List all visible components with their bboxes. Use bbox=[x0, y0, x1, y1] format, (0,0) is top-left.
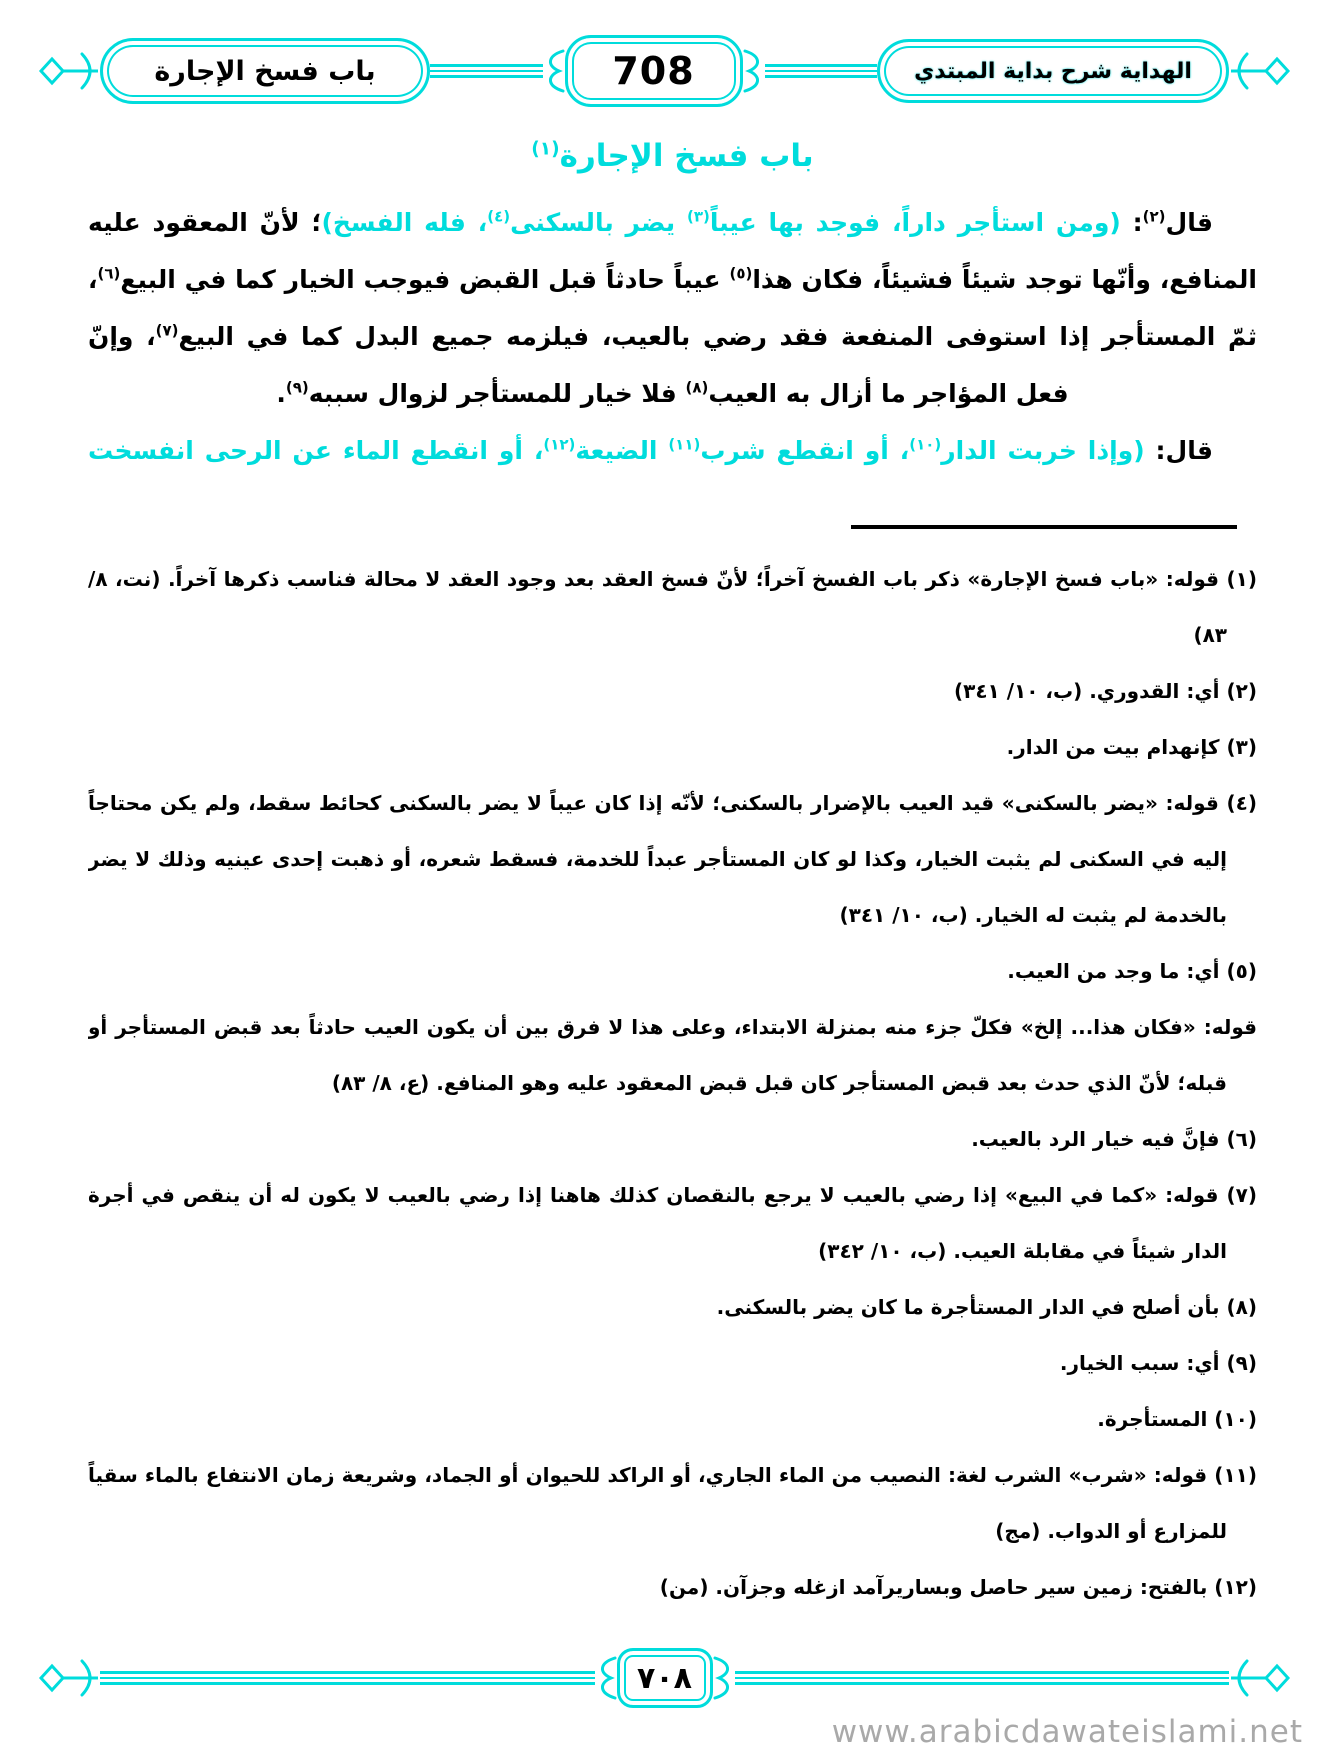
header-ornament-band bbox=[36, 32, 1293, 110]
footnote-item: (١٠) المستأجرة. bbox=[1097, 1407, 1257, 1431]
footer-page-number: ٧٠٨ bbox=[617, 1648, 713, 1708]
text-segment: : bbox=[1120, 208, 1143, 237]
text-segment: ، وإنّ فعل المؤاجر ما أزال به العيب bbox=[88, 322, 1069, 408]
footnote-item: (٨) بأن أصلح في الدار المستأجرة ما كان يضر بالسكنى. bbox=[716, 1295, 1257, 1319]
ornament-rule bbox=[430, 64, 543, 78]
footnote-number: (٥) bbox=[1219, 959, 1257, 983]
footnote-number: (١) bbox=[1219, 567, 1257, 591]
text-segment: ، أو انقطع الماء عن الرحى انفسخت bbox=[88, 436, 544, 465]
footnote-ref: (٢) bbox=[1142, 207, 1166, 226]
bracket-ornament-icon bbox=[743, 48, 765, 94]
text-segment: . bbox=[276, 379, 286, 408]
footnote-ref: (٧) bbox=[155, 321, 179, 340]
body-paragraph bbox=[88, 194, 1257, 422]
footnote-number: (١٠) bbox=[1207, 1407, 1257, 1431]
footnote-item: (٩) أي: سبب الخيار. bbox=[1059, 1351, 1257, 1375]
footnote-number: (١١) bbox=[1207, 1463, 1257, 1487]
chapter-title-box bbox=[100, 38, 430, 104]
chapter-title-label: باب فسخ الإجارة bbox=[154, 55, 376, 87]
footnote-ref: (١٢) bbox=[543, 435, 576, 454]
page-number-box: 708 bbox=[565, 35, 743, 107]
arrow-end-ornament-icon bbox=[36, 48, 100, 94]
text-segment: يضر بالسكنى bbox=[510, 208, 687, 237]
footnote-item: (٥) أي: ما وجد من العيب. bbox=[1007, 959, 1257, 983]
footnote-number: (٩) bbox=[1219, 1351, 1257, 1375]
footnote-ref: (٥) bbox=[729, 264, 753, 283]
footnote-number: (٦) bbox=[1219, 1127, 1257, 1151]
text-segment: فلا خيار للمستأجر لزوال سببه bbox=[308, 379, 686, 408]
footnote-ref: (٦) bbox=[97, 264, 121, 283]
body-paragraph bbox=[88, 422, 1257, 479]
footnote-number: (٤) bbox=[1218, 791, 1257, 815]
footnote-item: (١١) قوله: «شرب» الشرب لغة: النصيب من الماء الجاري، أو الراكد للحيوان أو الجماد، وشريعة زمان الانتفاع بالماء سقياً للمزارع أو الدواب. (مج) bbox=[88, 1463, 1257, 1543]
footnote-item: (٦) فإنَّ فيه خيار الرد بالعيب. bbox=[971, 1127, 1257, 1151]
footnote-item: قوله: «فكان هذا... إلخ» فكلّ جزء منه بمنزلة الابتداء، وعلى هذا لا فرق بين أن يكون العيب حادثاً بعد قبض المستأجر أو قبله؛ لأنّ الذي حدث بعد قبض المستأجر كان قبل قبض المعقود عليه وهو المنافع. (ع، ٨/ ٨٣) bbox=[88, 1015, 1257, 1095]
arrow-end-ornament-icon bbox=[1229, 48, 1293, 94]
text-segment: الضيعة bbox=[575, 436, 669, 465]
text-segment: (وإذا خربت الدار bbox=[941, 436, 1145, 465]
footnote-item: (٢) أي: القدوري. (ب، ١٠/ ٣٤١) bbox=[953, 679, 1257, 703]
arrow-end-ornament-icon bbox=[36, 1655, 100, 1701]
footnote-number: (٢) bbox=[1219, 679, 1257, 703]
footnote-ref: (٣) bbox=[686, 207, 710, 226]
text-segment: ، أو انقطع شرب bbox=[700, 436, 910, 465]
page-title bbox=[88, 138, 1257, 174]
ornament-rule bbox=[100, 1671, 595, 1685]
footnote-number: (١٢) bbox=[1207, 1575, 1257, 1599]
footnote-ref: (٤) bbox=[487, 207, 511, 226]
text-segment: (ومن استأجر داراً، فوجد بها عيباً bbox=[709, 208, 1121, 237]
footnote-separator bbox=[851, 525, 1237, 529]
page-title-text: باب فسخ الإجارة bbox=[559, 138, 814, 174]
arrow-end-ornament-icon bbox=[1229, 1655, 1293, 1701]
text-segment: ، فله الفسخ) bbox=[321, 208, 488, 237]
footnote-item: (٧) قوله: «كما في البيع» إذا رضي بالعيب لا يرجع بالنقصان كذلك هاهنا إذا رضي بالعيب لا يكون له أن ينقص في أجرة الدار شيئاً في مقابلة العيب. (ب، ١٠/ ٣٤٢) bbox=[88, 1183, 1257, 1263]
footnote-ref: (١١) bbox=[668, 435, 701, 454]
footnotes-list bbox=[88, 551, 1257, 1615]
footnote-item: (٣) كإنهدام بيت من الدار. bbox=[1006, 735, 1257, 759]
bracket-ornament-icon bbox=[595, 1655, 617, 1701]
page-content bbox=[88, 126, 1257, 1686]
book-title-box: الهداية شرح بداية المبتدي bbox=[877, 39, 1229, 103]
text-segment: قال bbox=[1165, 208, 1213, 237]
ornament-rule bbox=[765, 64, 878, 78]
footer-ornament-band bbox=[36, 1652, 1293, 1704]
footnote-item: (١٢) بالفتح: زمين سير حاصل وبساريرآمد ازغله وجزآن. (من) bbox=[659, 1575, 1257, 1599]
footnote-item: (٤) قوله: «يضر بالسكنى» قيد العيب بالإضرار بالسكنى؛ لأنّه إذا كان عيباً لا يضر بالسكنى كحائط سقط، ولم يكن محتاجاً إليه في السكنى لم يثبت الخيار، وكذا لو كان المستأجر عبداً للخدمة، فسقط شعره، أو ذهبت إحدى عينيه وذلك لا يضر بالخدمة لم يثبت له الخيار. (ب، ١٠/ ٣٤١) bbox=[88, 791, 1257, 927]
footnote-ref: (١) bbox=[531, 138, 560, 160]
footnote-number: (٧) bbox=[1218, 1183, 1257, 1207]
footnote-ref: (٨) bbox=[685, 378, 709, 397]
bracket-ornament-icon bbox=[543, 48, 565, 94]
ornament-rule bbox=[735, 1671, 1230, 1685]
text-segment: عيباً حادثاً قبل القبض فيوجب الخيار كما في البيع bbox=[120, 265, 730, 294]
footnote-ref: (٩) bbox=[285, 378, 309, 397]
footnote-number: (٣) bbox=[1219, 735, 1257, 759]
text-segment: ؛ لأنّ المعقود عليه المنافع، وأنّها توجد شيئاً فشيئاً، فكان هذا bbox=[88, 208, 1257, 294]
footnote-item: (١) قوله: «باب فسخ الإجارة» ذكر باب الفسخ آخراً؛ لأنّ فسخ العقد بعد وجود العقد لا محالة فناسب ذكرها آخراً. (نت، ٨/ ٨٣) bbox=[88, 567, 1257, 647]
footnote-number: (٨) bbox=[1219, 1295, 1257, 1319]
text-segment: قال: bbox=[1144, 436, 1214, 465]
bracket-ornament-icon bbox=[713, 1655, 735, 1701]
footnote-ref: (١٠) bbox=[909, 435, 942, 454]
text-segment: ، ثمّ المستأجر إذا استوفى المنفعة فقد رضي بالعيب، فيلزمه جميع البدل كما في البيع bbox=[88, 265, 1257, 351]
watermark: www.arabicdawateislami.net bbox=[831, 1714, 1303, 1750]
